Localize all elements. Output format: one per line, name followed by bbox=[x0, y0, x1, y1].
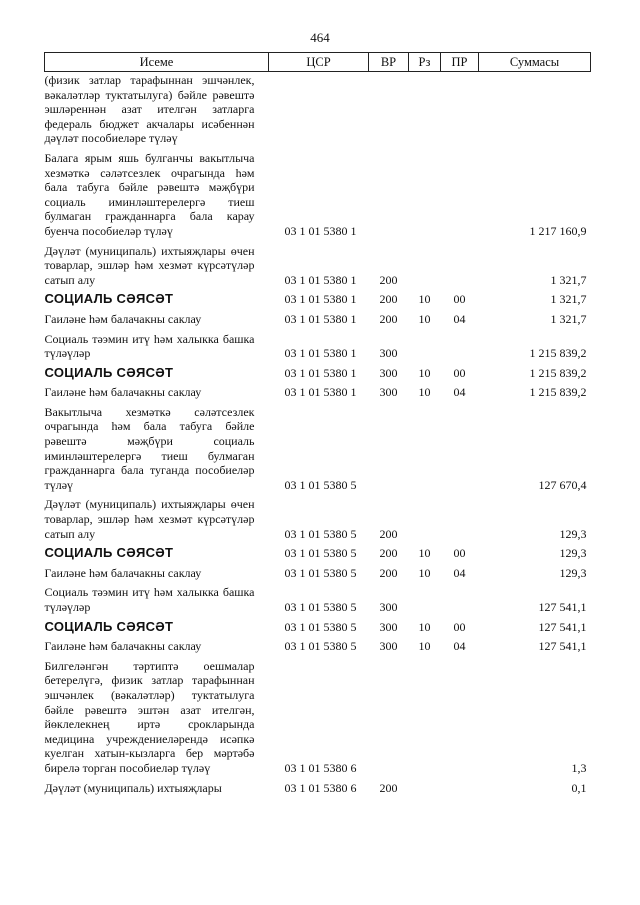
cell-csr: 03 1 01 5380 1 bbox=[284, 223, 357, 238]
cell-rz: 10 bbox=[418, 546, 431, 561]
header-vr: ВР bbox=[369, 53, 409, 72]
cell-rz bbox=[409, 400, 441, 493]
table-row bbox=[45, 492, 591, 541]
table-row bbox=[45, 72, 591, 146]
cell-pr: 04 bbox=[453, 385, 466, 400]
cell-name: СОЦИАЛЬ СӘЯСӘТ bbox=[44, 545, 174, 561]
cell-csr: 03 1 01 5380 1 bbox=[284, 365, 357, 380]
cell-vr: 200 bbox=[379, 780, 398, 795]
cell-csr: 03 1 01 5380 5 bbox=[284, 639, 357, 654]
page-number: 464 bbox=[310, 30, 330, 45]
cell-name: СОЦИАЛЬ СӘЯСӘТ bbox=[44, 618, 174, 634]
cell-name: Билгеләнгән тәртиптә оешмалар бетерелүгә, физик затлар тарафыннан эшчәнлек (вәкаләтләр) туктатылуга бәйле рәвештә эштән азат ителгән, йөклелекнең иртә срокларында медицина учреждениеләрендә исәпкә куелган хатын-кызларга бер мәртәбә бирелә торган пособиеләр түләү bbox=[44, 658, 255, 775]
budget-table bbox=[44, 52, 591, 795]
cell-vr: 300 bbox=[379, 600, 398, 614]
cell-sum: 1 321,7 bbox=[550, 311, 587, 326]
cell-vr: 200 bbox=[379, 272, 398, 287]
cell-sum: 1,3 bbox=[571, 760, 587, 775]
cell-csr: 03 1 01 5380 1 bbox=[284, 272, 357, 287]
cell-rz: 10 bbox=[418, 365, 431, 380]
cell-name: Гаиләне һәм балачакны саклау bbox=[44, 385, 202, 400]
cell-csr: 03 1 01 5380 1 bbox=[284, 311, 357, 326]
cell-sum: 0,1 bbox=[571, 780, 587, 795]
cell-sum: 1 215 839,2 bbox=[529, 346, 587, 361]
cell-pr bbox=[441, 492, 479, 541]
table-row bbox=[45, 541, 591, 561]
cell-name: Гаиләне һәм балачакны саклау bbox=[44, 639, 202, 654]
cell-vr bbox=[369, 654, 409, 776]
cell-vr bbox=[369, 72, 409, 146]
cell-vr: 300 bbox=[379, 385, 398, 400]
cell-rz: 10 bbox=[418, 385, 431, 400]
cell-sum: 1 215 839,2 bbox=[529, 365, 587, 380]
table-body bbox=[45, 72, 591, 796]
cell-pr: 00 bbox=[453, 546, 466, 561]
cell-pr bbox=[441, 400, 479, 493]
cell-pr: 00 bbox=[453, 292, 466, 307]
cell-rz bbox=[409, 492, 441, 541]
cell-sum: 1 217 160,9 bbox=[529, 223, 587, 238]
table-row bbox=[45, 776, 591, 796]
cell-csr: 03 1 01 5380 5 bbox=[284, 565, 357, 580]
table-header bbox=[45, 53, 591, 72]
table-row bbox=[45, 580, 591, 614]
table-row bbox=[45, 307, 591, 327]
cell-csr: 03 1 01 5380 5 bbox=[284, 619, 357, 634]
cell-rz bbox=[409, 776, 441, 796]
cell-name: СОЦИАЛЬ СӘЯСӘТ bbox=[44, 291, 174, 307]
cell-vr: 300 bbox=[379, 619, 398, 634]
cell-sum: 1 215 839,2 bbox=[529, 385, 587, 400]
cell-rz bbox=[409, 146, 441, 239]
cell-name: Вакытлыча хезмәткә сәләтсезлек очрагында һәм бала табуга бәйле рәвештә мәҗбүри социаль иминләштерелергә тиеш булмаган гражданнарга бала туганда пособиеләр түләү bbox=[44, 404, 255, 492]
cell-rz bbox=[409, 654, 441, 776]
cell-pr bbox=[441, 72, 479, 146]
header-pr: ПР bbox=[441, 53, 479, 72]
table-row bbox=[45, 380, 591, 400]
cell-vr: 200 bbox=[379, 546, 398, 561]
cell-name: Балага ярым яшь булганчы вакытлыча хезмәткә сәләтсезлек очрагында һәм бала табуга бәйле рәвештә мәҗбүри социаль иминләштерелергә тиеш булмаган гражданнарга бала карау буенча пособиеләр түләү bbox=[44, 150, 255, 238]
cell-csr: 03 1 01 5380 5 bbox=[284, 526, 357, 541]
cell-rz: 10 bbox=[418, 639, 431, 654]
cell-pr bbox=[441, 776, 479, 796]
table-row bbox=[45, 615, 591, 635]
cell-csr: 03 1 01 5380 6 bbox=[284, 760, 357, 775]
cell-sum: 127 670,4 bbox=[538, 477, 587, 492]
cell-vr: 200 bbox=[379, 526, 398, 541]
cell-name: Дәүләт (муниципаль) ихтыяҗлары өчен товарлар, эшләр һәм хезмәт күрсәтүләр сатып алу bbox=[44, 243, 255, 287]
cell-name: Социаль тәэмин итү һәм халыкка башка түләүләр bbox=[44, 585, 255, 614]
cell-rz: 10 bbox=[418, 292, 431, 307]
cell-pr: 00 bbox=[453, 365, 466, 380]
cell-sum: 127 541,1 bbox=[538, 639, 587, 654]
cell-pr bbox=[441, 239, 479, 288]
table-row bbox=[45, 654, 591, 776]
cell-name: Гаиләне һәм балачакны саклау bbox=[44, 565, 202, 580]
header-name: Исеме bbox=[45, 53, 269, 72]
cell-name: Гаиләне һәм балачакны саклау bbox=[44, 311, 202, 326]
header-csr: ЦСР bbox=[269, 53, 369, 72]
cell-csr: 03 1 01 5380 5 bbox=[284, 546, 357, 561]
cell-rz: 10 bbox=[418, 311, 431, 326]
cell-vr: 200 bbox=[379, 292, 398, 307]
cell-rz bbox=[409, 72, 441, 146]
table-row bbox=[45, 561, 591, 581]
cell-name: Дәүләт (муниципаль) ихтыяҗлары bbox=[44, 780, 222, 795]
cell-pr bbox=[441, 327, 479, 361]
cell-name: Дәүләт (муниципаль) ихтыяҗлары өчен товарлар, эшләр һәм хезмәт күрсәтүләр сатып алу bbox=[44, 497, 255, 541]
table-row bbox=[45, 239, 591, 288]
cell-rz bbox=[409, 580, 441, 614]
table-row bbox=[45, 327, 591, 361]
cell-pr: 04 bbox=[453, 639, 466, 654]
cell-vr: 300 bbox=[379, 346, 398, 361]
cell-rz: 10 bbox=[418, 619, 431, 634]
cell-csr: 03 1 01 5380 6 bbox=[284, 780, 357, 795]
cell-sum: 129,3 bbox=[559, 546, 587, 561]
cell-name: (физик затлар тарафыннан эшчәнлек, вәкаләтләр туктатылуга) бәйле рәвештә эшләреннән азат ителгән затларга федераль бюджет акчалары исәбеннән дәүләт пособиеләре түләү bbox=[44, 73, 255, 146]
table-row bbox=[45, 287, 591, 307]
header-sum: Суммасы bbox=[479, 53, 591, 72]
table-row bbox=[45, 361, 591, 381]
cell-vr: 200 bbox=[379, 311, 398, 326]
cell-csr: 03 1 01 5380 1 bbox=[284, 346, 357, 361]
table-row bbox=[45, 146, 591, 239]
cell-vr bbox=[369, 146, 409, 239]
cell-pr: 04 bbox=[453, 311, 466, 326]
cell-csr bbox=[269, 72, 369, 146]
cell-rz: 10 bbox=[418, 565, 431, 580]
cell-pr bbox=[441, 146, 479, 239]
cell-sum bbox=[479, 72, 591, 146]
cell-vr: 200 bbox=[379, 565, 398, 580]
header-rz: Рз bbox=[409, 53, 441, 72]
cell-vr: 300 bbox=[379, 639, 398, 654]
table-row bbox=[45, 400, 591, 493]
cell-vr bbox=[369, 400, 409, 493]
cell-sum: 129,3 bbox=[559, 526, 587, 541]
cell-name: Социаль тәэмин итү һәм халыкка башка түләүләр bbox=[44, 331, 255, 361]
cell-csr: 03 1 01 5380 1 bbox=[284, 292, 357, 307]
cell-pr: 04 bbox=[453, 565, 466, 580]
cell-sum: 1 321,7 bbox=[550, 272, 587, 287]
cell-vr: 300 bbox=[379, 365, 398, 380]
cell-csr: 03 1 01 5380 5 bbox=[284, 600, 357, 614]
cell-csr: 03 1 01 5380 1 bbox=[284, 385, 357, 400]
cell-name: СОЦИАЛЬ СӘЯСӘТ bbox=[44, 364, 174, 380]
cell-sum: 129,3 bbox=[559, 565, 587, 580]
cell-pr bbox=[441, 580, 479, 614]
cell-pr bbox=[441, 654, 479, 776]
cell-rz bbox=[409, 327, 441, 361]
cell-sum: 1 321,7 bbox=[550, 292, 587, 307]
cell-pr: 00 bbox=[453, 619, 466, 634]
cell-rz bbox=[409, 239, 441, 288]
cell-sum: 127 541,1 bbox=[538, 600, 587, 614]
table-row bbox=[45, 634, 591, 654]
cell-sum: 127 541,1 bbox=[538, 619, 587, 634]
cell-csr: 03 1 01 5380 5 bbox=[284, 477, 357, 492]
